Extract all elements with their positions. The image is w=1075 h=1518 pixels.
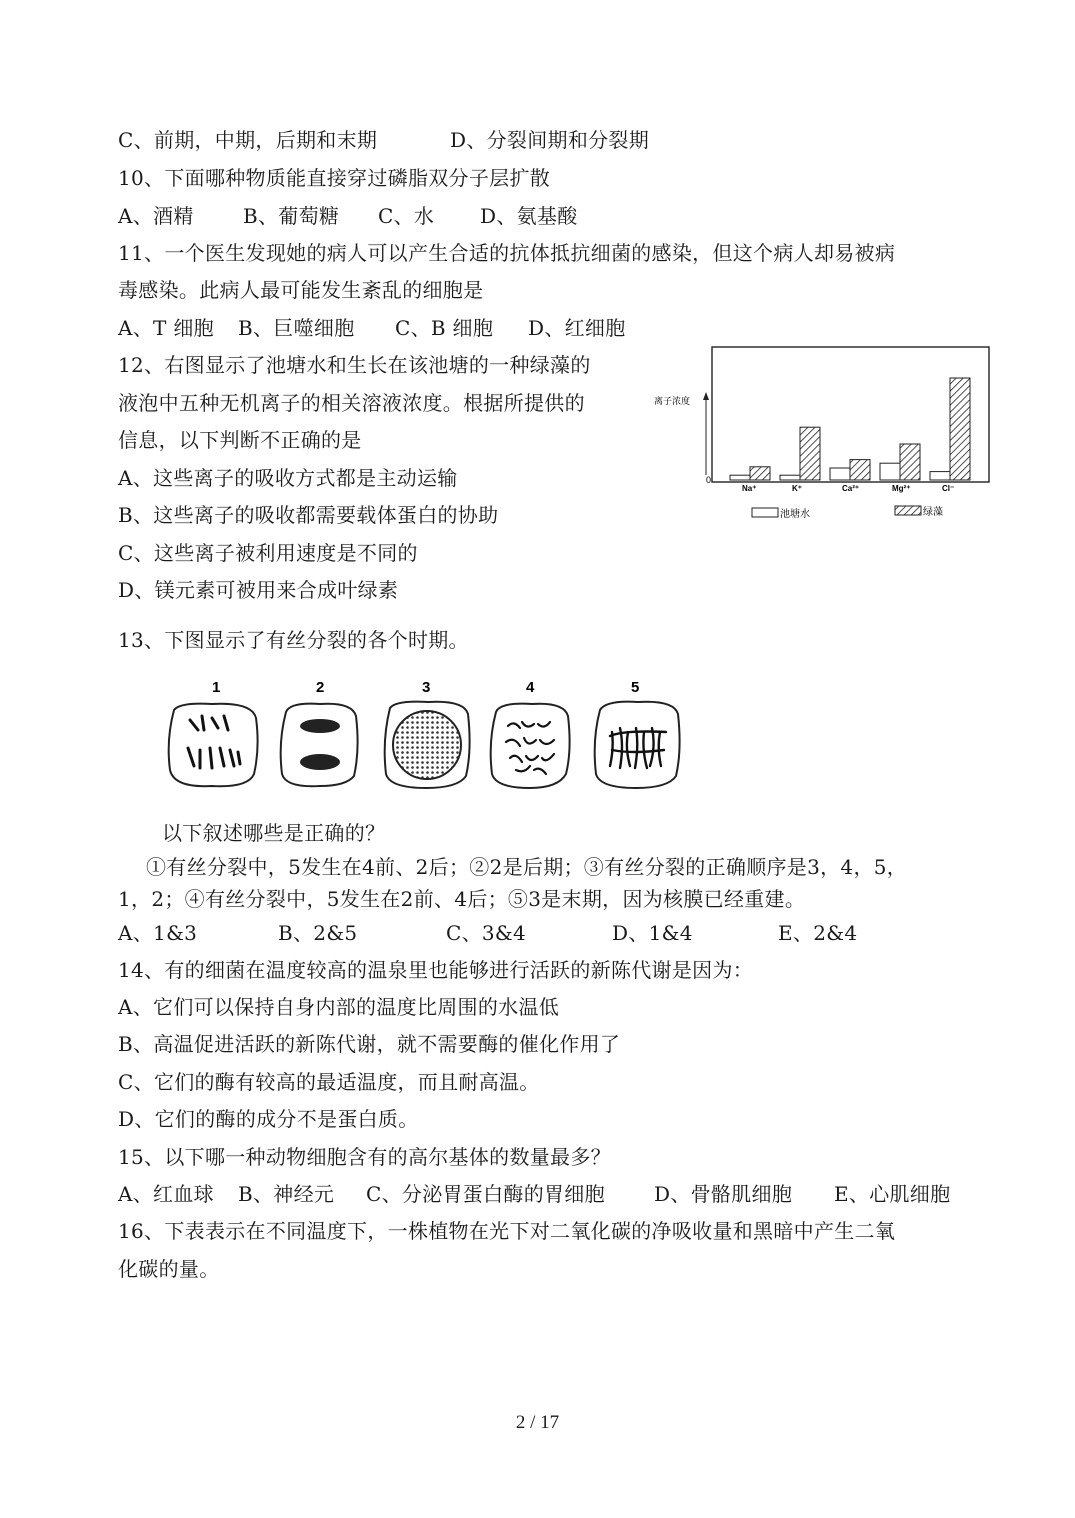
mitosis-cells-drawing xyxy=(160,670,700,800)
question-12-stem-line-3: 信息，以下判断不正确的是 xyxy=(118,428,362,452)
question-14-option-c: C、它们的酶有较高的最适温度，而且耐高温。 xyxy=(118,1070,540,1094)
x-tick-label-2: Ca²⁺ xyxy=(842,484,860,493)
question-15-stem: 15、以下哪一种动物细胞含有的高尔基体的数量最多？ xyxy=(118,1145,611,1169)
question-12-option-c: C、这些离子被利用速度是不同的 xyxy=(118,541,418,565)
cell-2-drawing xyxy=(281,704,358,787)
option-d: D、分裂间期和分裂期 xyxy=(450,128,650,152)
question-14-option-a: A、它们可以保持自身内部的温度比周围的水温低 xyxy=(118,995,560,1019)
option-c: C、B 细胞 xyxy=(395,316,494,340)
question-12-option-b: B、这些离子的吸收都需要载体蛋白的协助 xyxy=(118,503,499,527)
cell-4-drawing xyxy=(491,704,570,788)
x-tick-label-3: Mg²⁺ xyxy=(892,484,911,493)
option-a: A、红血球 xyxy=(118,1182,214,1206)
question-12-option-a: A、这些离子的吸收方式都是主动运输 xyxy=(118,466,458,490)
option-b: B、葡萄糖 xyxy=(243,204,340,228)
option-d: D、1&4 xyxy=(612,921,693,945)
x-tick-label-4: Cl⁻ xyxy=(942,484,955,493)
question-13-stem: 13、下图显示了有丝分裂的各个时期。 xyxy=(118,628,469,652)
y-axis-arrowhead xyxy=(703,392,709,400)
x-tick-label-0: Na⁺ xyxy=(742,484,757,493)
option-c: C、分泌胃蛋白酶的胃细胞 xyxy=(366,1182,605,1206)
origin-label: 0 xyxy=(706,475,712,485)
question-13-statement-line-1: ①有丝分裂中，5发生在4前、2后；②2是后期；③有丝分裂的正确顺序是3，4，5， xyxy=(146,855,908,879)
question-13-statement-line-2: 1，2；④有丝分裂中，5发生在2前、4后；⑤3是末期，因为核膜已经重建。 xyxy=(118,887,806,911)
question-16-stem-line-2: 化碳的量。 xyxy=(118,1257,220,1281)
cell-label-1: 1 xyxy=(212,679,221,696)
bar-algae-1 xyxy=(800,427,820,480)
question-12-stem-line-1: 12、右图显示了池塘水和生长在该池塘的一种绿藻的 xyxy=(118,353,591,377)
bar-algae-4 xyxy=(950,378,970,480)
bar-pond-1 xyxy=(780,475,800,480)
option-c: C、水 xyxy=(378,204,435,228)
ion-concentration-chart xyxy=(640,340,1000,530)
option-b: B、巨噬细胞 xyxy=(238,316,355,340)
question-14-option-d: D、它们的酶的成分不是蛋白质。 xyxy=(118,1107,419,1131)
option-d: D、骨骼肌细胞 xyxy=(654,1182,793,1206)
question-13-ask: 以下叙述哪些是正确的？ xyxy=(162,821,386,845)
chart-legend xyxy=(752,505,943,520)
legend-label-algae: 绿藻 xyxy=(923,507,943,518)
question-10-stem: 10、下面哪种物质能直接穿过磷脂双分子层扩散 xyxy=(118,166,551,190)
x-tick-label-1: K⁺ xyxy=(792,484,802,493)
option-c: C、前期，中期，后期和末期 xyxy=(118,128,378,152)
question-14-option-b: B、高温促进活跃的新陈代谢，就不需要酶的催化作用了 xyxy=(118,1032,621,1056)
cell-1-drawing xyxy=(169,704,258,787)
option-d: D、红细胞 xyxy=(528,316,626,340)
bar-pond-3 xyxy=(880,463,900,480)
question-12-stem-line-2: 液泡中五种无机离子的相关溶液浓度。根据所提供的 xyxy=(118,391,585,415)
option-b: B、2&5 xyxy=(278,921,358,945)
option-e: E、2&4 xyxy=(778,921,858,945)
y-axis-label: 离子浓度 xyxy=(654,396,691,406)
question-14-stem: 14、有的细菌在温度较高的温泉里也能够进行活跃的新陈代谢是因为： xyxy=(118,958,754,982)
bar-algae-2 xyxy=(850,460,870,480)
cell-label-4: 4 xyxy=(526,679,535,696)
cell-label-5: 5 xyxy=(631,679,640,696)
option-a: A、酒精 xyxy=(118,204,194,228)
legend-label-pond: 池塘水 xyxy=(780,509,810,520)
cell-label-2: 2 xyxy=(316,679,325,696)
legend-swatch-pond xyxy=(752,508,778,517)
cell-5-drawing xyxy=(595,702,680,788)
bar-algae-0 xyxy=(750,467,770,480)
option-d: D、氨基酸 xyxy=(480,204,578,228)
bar-pond-2 xyxy=(830,468,850,480)
cell-label-3: 3 xyxy=(422,679,431,696)
option-e: E、心肌细胞 xyxy=(834,1182,951,1206)
option-a: A、1&3 xyxy=(118,921,198,945)
option-a: A、T 细胞 xyxy=(118,316,214,340)
page-number: 2 / 17 xyxy=(515,1412,560,1433)
bar-pond-4 xyxy=(930,472,950,480)
mitosis-figure xyxy=(160,670,700,800)
bar-algae-3 xyxy=(900,444,920,480)
question-11-stem-line-1: 11、一个医生发现她的病人可以产生合适的抗体抵抗细菌的感染，但这个病人却易被病 xyxy=(118,241,896,265)
legend-swatch-algae xyxy=(895,506,921,515)
cell-3-drawing xyxy=(385,702,470,788)
question-11-stem-line-2: 毒感染。此病人最可能发生紊乱的细胞是 xyxy=(118,278,484,302)
option-c: C、3&4 xyxy=(446,921,527,945)
question-12-option-d: D、镁元素可被用来合成叶绿素 xyxy=(118,578,399,602)
question-16-stem-line-1: 16、下表表示在不同温度下，一株植物在光下对二氧化碳的净吸收量和黑暗中产生二氧 xyxy=(118,1219,896,1243)
option-b: B、神经元 xyxy=(238,1182,335,1206)
bar-pond-0 xyxy=(730,475,750,480)
